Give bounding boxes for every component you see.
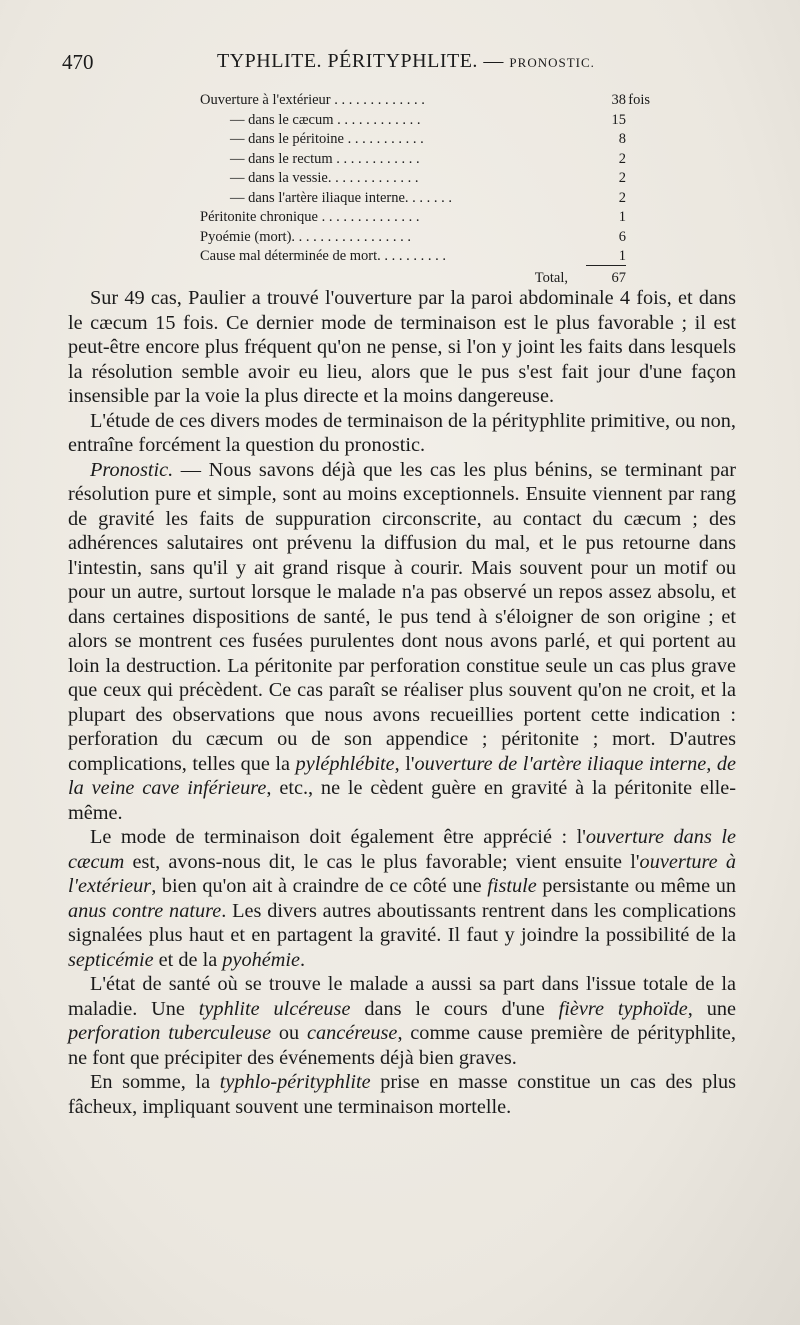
row-label: Ouverture à l'extérieur . . . . . . . . . . . . .	[200, 92, 425, 108]
paragraph-text: ou	[271, 1022, 307, 1044]
table-row	[200, 248, 640, 268]
italic-term: perforation tuberculeuse	[68, 1022, 272, 1044]
paragraph-text: En somme, la	[90, 1071, 220, 1093]
italic-term: fistule	[487, 875, 537, 897]
paragraph	[68, 458, 736, 826]
page-number: 470	[62, 50, 94, 74]
running-title-text: TYPHLITE. PÉRITYPHLITE. —	[217, 50, 504, 72]
row-value: 6	[618, 228, 626, 245]
total-value: 67	[611, 269, 626, 286]
paragraph-text: , comme cause première de pérityphlite, ne font que précipiter des événements déjà bien graves.	[68, 1022, 737, 1069]
paragraph	[68, 972, 736, 1070]
paragraph-text: dans le cours d'une	[350, 997, 559, 1020]
paragraph-text: est, avons-nous dit, le cas le plus favorable; vient ensuite l'	[124, 850, 640, 873]
section-name: PRONOSTIC.	[509, 55, 595, 70]
table-row	[200, 190, 640, 210]
paragraph-text: .	[300, 948, 306, 971]
row-label: — dans la vessie. . . . . . . . . . . . .	[230, 170, 419, 186]
paragraph-text: . Les divers autres aboutissants rentrent dans les complications signalées plus haut et en partagent la gravité. Il faut y joindre la possibilité de la	[68, 899, 736, 946]
row-value: 2	[618, 150, 626, 167]
row-value: 1	[618, 209, 626, 225]
row-value: 2	[618, 189, 626, 206]
table-row	[200, 112, 640, 132]
italic-term: anus contre nature	[68, 899, 222, 922]
paragraph	[68, 1070, 736, 1119]
paragraph-text: , une	[687, 997, 736, 1020]
italic-term: cancéreuse	[306, 1022, 398, 1044]
paragraph-text: L'étude de ces divers modes de terminaison de la pérityphlite primitive, ou non, entraîne forcément la question du pronostic.	[68, 409, 736, 456]
page-header	[62, 50, 702, 80]
table-row	[200, 209, 640, 229]
row-value: 38	[611, 92, 626, 108]
table-row	[200, 92, 650, 112]
row-value: 8	[618, 131, 626, 147]
table-row	[200, 170, 640, 190]
paragraph-text: , l'	[394, 752, 415, 775]
paragraph	[68, 286, 736, 409]
total-label: Total,	[534, 269, 568, 286]
italic-term: ouverture de l'artère iliaque interne, de la veine cave inférieure	[68, 752, 736, 799]
row-label: Cause mal déterminée de mort. . . . . . . . . .	[200, 248, 447, 264]
italic-term: ouverture à l'extérieur	[68, 850, 736, 897]
row-value: 15	[611, 111, 626, 128]
row-label: — dans le cæcum . . . . . . . . . . . .	[230, 111, 421, 128]
italic-term: typhlo-pérityphlite	[219, 1071, 371, 1093]
paragraph-text: L'état de santé où se trouve le malade a aussi sa part dans l'issue totale de la maladie. Une	[68, 973, 736, 1020]
paragraph-text: , etc., ne le cèdent guère en gravité à la péritonite elle-même.	[68, 777, 736, 824]
row-value: 1	[586, 248, 626, 266]
table-row	[200, 151, 640, 171]
italic-term: fièvre typhoïde	[558, 997, 688, 1020]
row-unit: fois	[628, 92, 650, 108]
paragraph-text: — Nous savons déjà que les cas les plus bénins, se terminant par résolution pure et simple, sont au moins exceptionnels. Ensuite viennent par rang de gravité les faits de suppuration circonscrite, au contact du cæcum ; des adhérences salutaires ont prévenu la diffusion du mal, et le pus retourne dans l'intestin, sans qu'il y ait grand risque à courir. Mais souvent pour un motif ou pour un autre, surtout lorsque le malade n'a pas observé un repos assez absolu, et dans certaines dispositions de santé, le pus tend à s'éloigner de son origine ; et alors se montrent ces fusées purulentes dont nous avons parlé, et qui portent au loin la destruction. La péritonite par perforation constitue seule un cas plus grave que ceux qui précèdent. Ce cas paraît se réaliser plus souvent qu'on ne croit, et la plupart des observations que nous avons recueillies portent cette indication : perforation du cæcum ou de son appendice ; péritonite ; mort. D'autres complications, telles que la	[68, 458, 736, 775]
section-lead: Pronostic.	[90, 458, 174, 481]
paragraph-text: prise en masse constitue un cas des plus fâcheux, impliquant souvent une terminaison mortelle.	[68, 1071, 736, 1118]
italic-term: typhlite ulcéreuse	[198, 997, 351, 1020]
paragraph-text: Sur 49 cas, Paulier a trouvé l'ouverture par la paroi abdominale 4 fois, et dans le cæcum 15 fois. Ce dernier mode de terminaison est le plus favorable ; il est peut-être encore plus fréquent qu'on ne pense, si l'on y joint les faits dans lesquels la résolution semble avoir eu lieu, alors que le pus s'est fait jour d'une façon insensible par la voie la plus directe et la moins dangereuse.	[68, 287, 736, 407]
row-label: Pyoémie (mort). . . . . . . . . . . . . . . . .	[200, 228, 412, 245]
italic-term: pyléphlébite	[295, 752, 395, 775]
table-row	[200, 131, 640, 151]
paragraph	[68, 825, 736, 972]
row-label: Péritonite chronique . . . . . . . . . . . . . .	[200, 209, 420, 225]
italic-term: septicémie	[68, 948, 154, 971]
table-row	[200, 229, 640, 249]
paragraph-text: , bien qu'on ait à craindre de ce côté une	[151, 875, 488, 897]
row-value: 2	[618, 170, 626, 186]
paragraph	[68, 409, 736, 458]
paragraph-text: Le mode de terminaison doit également être apprécié : l'	[90, 826, 586, 848]
paragraph-text: persistante ou même un	[536, 875, 736, 897]
running-title	[217, 50, 595, 73]
body-text	[68, 286, 736, 1119]
italic-term: ouverture dans le cæcum	[68, 826, 736, 873]
statistics-table	[200, 92, 650, 292]
row-label: — dans le péritoine . . . . . . . . . . .	[230, 131, 424, 147]
paragraph-text: et de la	[153, 948, 223, 971]
italic-term: pyohémie	[222, 948, 301, 971]
row-label: — dans le rectum . . . . . . . . . . . .	[230, 150, 420, 167]
row-label: — dans l'artère iliaque interne. . . . . . .	[230, 189, 453, 206]
